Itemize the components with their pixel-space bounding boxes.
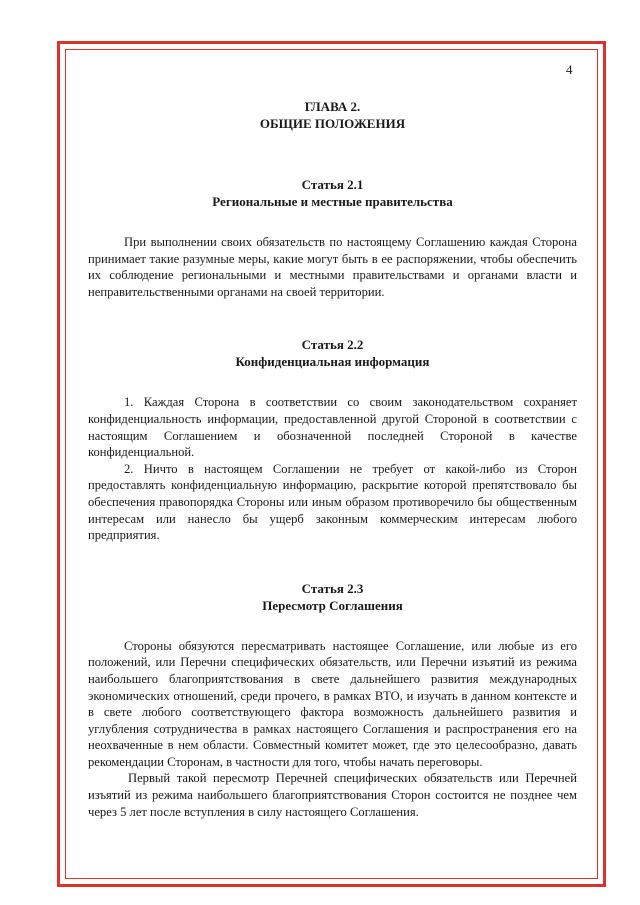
article-paragraph: При выполнении своих обязательств по настоящему Соглашению каждая Сторона принимает такие разумные меры, какие могут быть в ее распоряжении, чтобы обеспечить их соблюдение региональными и местными правительствами и органами власти и неправительственными органами на своей территории. bbox=[88, 235, 577, 299]
article-paragraph: 2. Ничто в настоящем Соглашении не требует от какой-либо из Сторон предоставлять конфиденциальную информацию, раскрытие которой препятствовало бы обеспечения правопорядка Стороны или иным образом противоречило бы общественным интересам или нанесло бы ущерб законным коммерческим интересам любого предприятия. bbox=[88, 461, 577, 543]
article-title: Региональные и местные правительства bbox=[212, 194, 453, 209]
article-2-1 bbox=[88, 176, 577, 300]
chapter-title: ОБЩИЕ ПОЛОЖЕНИЯ bbox=[259, 116, 406, 131]
page-number: 4 bbox=[566, 62, 573, 77]
article-paragraph: Стороны обязуются пересматривать настоящее Соглашение, или любые из его положений, или Перечни специфических обязательств, или Перечни изъятий из режима наибольшего благоприятствования в свете дальнейшего развития международных экономических отношений, среди прочего, в рамках ВТО, и изучать в данном контексте и в свете любого соответствующего фактора возможность дальнейшего развития и углубления сотрудничества в рамках настоящего Соглашения и распространения его на неохваченные в нем области. Совместный комитет может, где это целесообразно, давать рекомендации Сторонам, в частности для того, чтобы начать переговоры. bbox=[88, 638, 577, 769]
article-2-2 bbox=[88, 336, 577, 543]
article-paragraph: Первый такой пересмотр Перечней специфических обязательств или Перечней изъятий из режима наибольшего благоприятствования Сторон состоится не позднее чем через 5 лет после вступления в силу настоящего Соглашения. bbox=[88, 771, 577, 819]
article-paragraph: 1. Каждая Сторона в соответствии со своим законодательством сохраняет конфиденциальность информации, предоставленной другой Стороной в соответствии с настоящим Соглашением и обозначенной последней Стороной в качестве конфиденциальной. bbox=[88, 395, 577, 460]
article-2-3 bbox=[88, 580, 577, 821]
document-body bbox=[88, 96, 577, 820]
article-number: Статья 2.2 bbox=[301, 337, 364, 353]
article-title: Пересмотр Соглашения bbox=[262, 597, 403, 613]
article-title: Конфиденциальная информация bbox=[235, 354, 430, 370]
article-number: Статья 2.1 bbox=[301, 177, 364, 192]
chapter-number: ГЛАВА 2. bbox=[304, 99, 361, 114]
article-number: Статья 2.3 bbox=[301, 580, 364, 596]
